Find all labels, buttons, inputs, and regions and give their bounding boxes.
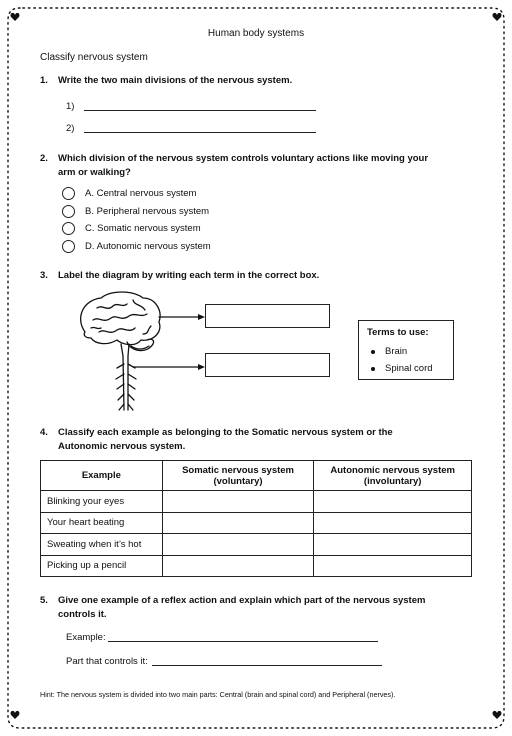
terms-box	[358, 320, 454, 380]
radio-button[interactable]	[62, 205, 75, 218]
term-label: Brain	[385, 346, 408, 357]
question-5	[40, 594, 425, 622]
part-label: Part that controls it:	[66, 656, 148, 667]
question-text-line2: Autonomic nervous system.	[58, 441, 186, 452]
header-autonomic: Autonomic nervous system (involuntary)	[314, 461, 472, 491]
example-cell: Blinking your eyes	[41, 491, 163, 513]
table-row	[41, 512, 472, 534]
label-box-brain[interactable]	[205, 304, 330, 328]
classification-table	[40, 460, 472, 577]
term-item	[367, 346, 445, 357]
question-text-line2: controls it.	[58, 609, 107, 620]
example-cell: Sweating when it’s hot	[41, 534, 163, 556]
question-text-line2: arm or walking?	[58, 167, 131, 178]
option-a[interactable]	[62, 185, 196, 201]
radio-button[interactable]	[62, 222, 75, 235]
somatic-answer-cell[interactable]	[162, 491, 314, 513]
question-2	[40, 152, 428, 180]
question-number: 1.	[40, 75, 48, 86]
heart-icon	[11, 13, 20, 21]
option-label: D. Autonomic nervous system	[85, 240, 211, 252]
question-3	[40, 269, 319, 283]
term-label: Spinal cord	[385, 363, 433, 374]
question-number: 4.	[40, 427, 48, 438]
question-1	[40, 74, 292, 88]
radio-button[interactable]	[62, 240, 75, 253]
page-title: Human body systems	[207, 28, 305, 39]
table-row	[41, 555, 472, 577]
bullet-icon	[371, 367, 375, 371]
question-text-line1: Which division of the nervous system controls voluntary actions like moving your	[58, 153, 429, 164]
label-box-spinal-cord[interactable]	[205, 353, 330, 377]
bullet-icon	[371, 350, 375, 354]
option-b[interactable]	[62, 203, 209, 219]
example-cell: Your heart beating	[41, 512, 163, 534]
option-d[interactable]	[62, 238, 211, 254]
question-number: 3.	[40, 270, 48, 281]
question-text: Label the diagram by writing each term in the correct box.	[58, 270, 320, 281]
autonomic-answer-cell[interactable]	[314, 512, 472, 534]
answer-line-label: 1)	[66, 101, 75, 112]
question-number: 5.	[40, 595, 48, 606]
autonomic-answer-cell[interactable]	[314, 534, 472, 556]
table-row	[41, 491, 472, 513]
answer-line-label: 2)	[66, 123, 75, 134]
question-4	[40, 426, 393, 454]
option-label: C. Somatic nervous system	[85, 222, 201, 234]
question-text-line1: Give one example of a reflex action and explain which part of the nervous system	[58, 595, 426, 606]
radio-button[interactable]	[62, 187, 75, 200]
autonomic-answer-cell[interactable]	[314, 555, 472, 577]
example-answer-line[interactable]	[108, 641, 378, 642]
somatic-answer-cell[interactable]	[162, 512, 314, 534]
part-answer-line[interactable]	[152, 665, 382, 666]
question-text: Write the two main divisions of the nervous system.	[58, 75, 293, 86]
header-somatic: Somatic nervous system (voluntary)	[162, 461, 314, 491]
heart-icon	[493, 13, 502, 21]
option-c[interactable]	[62, 220, 201, 236]
question-number: 2.	[40, 153, 48, 164]
heart-icon	[493, 711, 502, 719]
header-example: Example	[41, 461, 163, 491]
example-label: Example:	[66, 632, 106, 643]
terms-title: Terms to use:	[367, 327, 429, 338]
answer-line-1[interactable]	[84, 110, 316, 111]
table-header-row	[41, 461, 472, 491]
worksheet-subtitle: Classify nervous system	[40, 52, 148, 63]
answer-line-2[interactable]	[84, 132, 316, 133]
somatic-answer-cell[interactable]	[162, 534, 314, 556]
option-label: B. Peripheral nervous system	[85, 205, 210, 217]
example-cell: Picking up a pencil	[41, 555, 163, 577]
hint-text: Hint: The nervous system is divided into two main parts: Central (brain and spinal cord) and Peripheral (nerves).	[40, 690, 396, 699]
somatic-answer-cell[interactable]	[162, 555, 314, 577]
term-item	[367, 363, 445, 374]
autonomic-answer-cell[interactable]	[314, 491, 472, 513]
heart-icon	[11, 711, 20, 719]
table-row	[41, 534, 472, 556]
question-text-line1: Classify each example as belonging to the Somatic nervous system or the	[58, 427, 393, 438]
option-label: A. Central nervous system	[85, 187, 197, 199]
